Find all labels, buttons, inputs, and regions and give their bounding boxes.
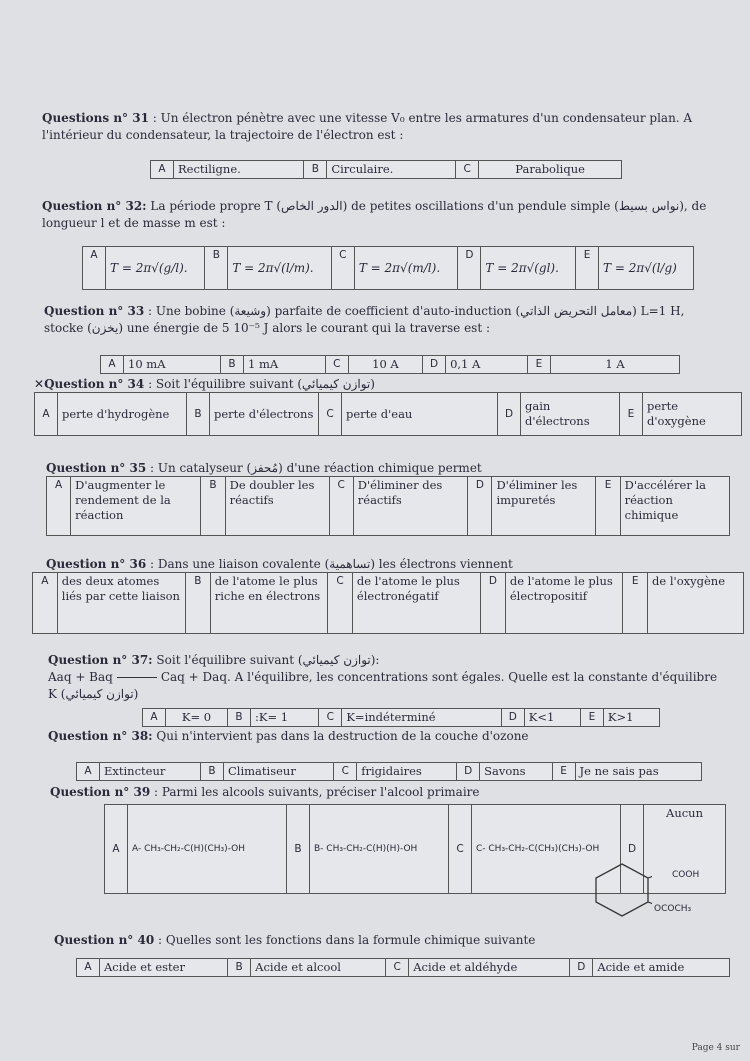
option-text[interactable]: de l'oxygène: [648, 573, 744, 634]
question-39-label: Question n° 39: [50, 785, 151, 799]
option-text[interactable]: Acide et alcool: [251, 959, 386, 977]
option-text[interactable]: 0,1 A: [446, 356, 528, 374]
option-structure[interactable]: C- CH₃-CH₂-C(CH₃)(CH₃)-OH: [472, 805, 621, 894]
option-text[interactable]: perte d'oxygène: [643, 393, 742, 436]
page-footer: Page 4 sur: [691, 1043, 740, 1053]
question-35-options: [46, 476, 730, 536]
option-letter[interactable]: C: [319, 709, 342, 727]
option-letter[interactable]: A: [101, 356, 124, 374]
option-text[interactable]: perte d'hydrogène: [58, 393, 187, 436]
option-text[interactable]: Parabolique: [479, 161, 622, 179]
cooh-group: COOH: [672, 870, 700, 880]
option-text[interactable]: K>1: [603, 709, 659, 727]
option-text[interactable]: Circulaire.: [327, 161, 456, 179]
option-text[interactable]: K=indéterminé: [342, 709, 501, 727]
option-letter[interactable]: C: [456, 161, 479, 179]
option-text[interactable]: des deux atomes liés par cette liaison: [57, 573, 185, 634]
question-32-text: La période propre T (الدور الخاص) de petites oscillations d'un pendule simple (نواس بسيط), de longueur l et de masse m est :: [42, 199, 707, 230]
option-letter[interactable]: C: [334, 763, 357, 781]
option-letter[interactable]: C: [329, 477, 353, 536]
option-letter[interactable]: B: [221, 356, 244, 374]
option-letter[interactable]: E: [580, 709, 603, 727]
question-36-label: Question n° 36: [46, 557, 147, 571]
option-letter[interactable]: D: [501, 709, 524, 727]
question-38: [48, 728, 728, 745]
option-text[interactable]: D'éliminer des réactifs: [353, 477, 468, 536]
option-text[interactable]: perte d'électrons: [210, 393, 319, 436]
option-structure[interactable]: A- CH₃-CH₂-C(H)(CH₃)-OH: [128, 805, 287, 894]
equilibrium-arrow-icon: [117, 677, 157, 678]
question-36-text: : Dans une liaison covalente (تساهمية) les électrons viennent: [146, 557, 513, 571]
option-text[interactable]: frigidaires: [357, 763, 457, 781]
question-38-label: Question n° 38:: [48, 729, 153, 743]
option-letter[interactable]: E: [620, 393, 643, 436]
option-text[interactable]: Acide et ester: [100, 959, 228, 977]
option-text[interactable]: de l'atome le plus électronégatif: [352, 573, 480, 634]
option-letter[interactable]: B: [201, 477, 225, 536]
option-text[interactable]: Savons: [480, 763, 552, 781]
question-40-text: : Quelles sont les fonctions dans la formule chimique suivante: [154, 933, 536, 947]
question-35-label: Question n° 35: [46, 461, 147, 475]
option-letter[interactable]: B: [185, 573, 210, 634]
option-letter[interactable]: A: [33, 573, 58, 634]
option-letter[interactable]: C: [331, 247, 354, 290]
option-letter[interactable]: B: [228, 709, 251, 727]
option-letter[interactable]: C: [325, 356, 348, 374]
option-letter[interactable]: D: [621, 805, 644, 894]
option-letter[interactable]: D: [457, 763, 480, 781]
option-letter[interactable]: D: [423, 356, 446, 374]
question-32-label: Question n° 32:: [42, 199, 147, 213]
question-38-options: [76, 762, 702, 781]
option-letter[interactable]: B: [304, 161, 327, 179]
option-text[interactable]: Extincteur: [100, 763, 201, 781]
option-letter[interactable]: B: [187, 393, 210, 436]
question-35-text: : Un catalyseur (مُحفز) d'une réaction chimique permet: [146, 461, 482, 475]
option-text[interactable]: de l'atome le plus riche en électrons: [210, 573, 327, 634]
question-38-text: Qui n'intervient pas dans la destruction de la couche d'ozone: [152, 729, 529, 743]
question-31-text: : Un électron pénètre avec une vitesse V₀ entre les armatures d'un condensateur plan. A l'intérieur du condensateur, la trajectoire de l'électron est :: [42, 111, 693, 142]
cross-mark-icon: ✕: [34, 377, 45, 391]
option-letter[interactable]: A: [35, 393, 58, 436]
question-37-text: Soit l'équilibre suivant (توازن كيميائي):: [152, 653, 380, 667]
question-37-text2: A l'équilibre, les concentrations sont égales. Quelle est la constante d'équilibre K (توازن كيميائي): [48, 670, 718, 701]
option-formula[interactable]: T = 2π√(gl).: [481, 247, 576, 290]
option-letter[interactable]: D: [481, 573, 506, 634]
option-text[interactable]: K= 0: [166, 709, 228, 727]
option-letter[interactable]: A: [83, 247, 106, 290]
option-letter[interactable]: C: [328, 573, 353, 634]
benzene-ring-icon: [592, 862, 652, 918]
question-31: [42, 110, 722, 144]
question-40: [54, 932, 614, 949]
option-letter[interactable]: E: [596, 477, 620, 536]
option-letter[interactable]: C: [386, 959, 409, 977]
question-40-label: Question n° 40: [54, 933, 155, 947]
equation-right: Caq + Daq.: [160, 670, 231, 684]
question-33-options: [100, 355, 680, 374]
question-40-options: [76, 958, 730, 977]
option-text[interactable]: 1 A: [551, 356, 680, 374]
option-letter[interactable]: B: [228, 959, 251, 977]
option-letter[interactable]: A: [77, 763, 100, 781]
question-39: [50, 784, 730, 801]
ococh3-group: OCOCH₃: [654, 904, 692, 914]
option-structure[interactable]: B- CH₃-CH₂-C(H)(H)-OH: [310, 805, 449, 894]
option-letter[interactable]: D: [468, 477, 492, 536]
option-letter[interactable]: A: [47, 477, 71, 536]
question-37-options: [142, 708, 660, 727]
option-letter[interactable]: C: [319, 393, 342, 436]
option-text[interactable]: Je ne sais pas: [575, 763, 701, 781]
question-31-label: Questions n° 31: [42, 111, 149, 125]
question-32: [42, 198, 722, 232]
option-text[interactable]: Aucun: [644, 805, 726, 894]
option-text[interactable]: D'éliminer les impuretés: [492, 477, 596, 536]
option-letter[interactable]: D: [458, 247, 481, 290]
option-text[interactable]: D'augmenter le rendement de la réaction: [71, 477, 201, 536]
question-33-label: Question n° 33: [44, 304, 145, 318]
question-36-options: [32, 572, 744, 634]
option-text[interactable]: 10 mA: [124, 356, 221, 374]
option-text[interactable]: 1 mA: [244, 356, 326, 374]
option-text[interactable]: De doubler les réactifs: [225, 477, 329, 536]
option-text[interactable]: 10 A: [348, 356, 422, 374]
option-text[interactable]: Acide et aldéhyde: [409, 959, 570, 977]
option-text[interactable]: perte d'eau: [342, 393, 498, 436]
option-letter[interactable]: E: [623, 573, 648, 634]
option-letter[interactable]: E: [528, 356, 551, 374]
question-33-text: : Une bobine (وشيعة) parfaite de coefficient d'auto-induction (معامل التحريض الذاتي) L=1 H, stocke (يخزن) une énergie de 5 10⁻⁵ J alors le courant qui la traverse est :: [44, 304, 685, 335]
option-text[interactable]: Rectiligne.: [174, 161, 304, 179]
option-letter[interactable]: A: [105, 805, 128, 894]
option-text[interactable]: K<1: [524, 709, 580, 727]
option-letter[interactable]: B: [287, 805, 310, 894]
question-32-options: [82, 246, 694, 290]
option-text[interactable]: D'accélérer la réaction chimique: [620, 477, 729, 536]
option-letter[interactable]: A: [77, 959, 100, 977]
option-text[interactable]: :K= 1: [251, 709, 319, 727]
option-letter[interactable]: C: [449, 805, 472, 894]
question-31-options: [150, 160, 622, 179]
option-letter[interactable]: E: [552, 763, 575, 781]
question-36: [46, 556, 736, 573]
question-34: [34, 376, 714, 393]
question-34-options: [34, 392, 742, 436]
question-39-text: : Parmi les alcools suivants, préciser l'alcool primaire: [150, 785, 480, 799]
question-37: [48, 652, 728, 703]
option-letter[interactable]: B: [200, 763, 223, 781]
option-text[interactable]: de l'atome le plus électropositif: [505, 573, 622, 634]
option-formula[interactable]: T = 2π√(l/m).: [228, 247, 332, 290]
question-37-label: Question n° 37:: [48, 653, 153, 667]
question-33: [44, 303, 724, 337]
option-letter[interactable]: D: [498, 393, 521, 436]
option-letter[interactable]: D: [570, 959, 593, 977]
option-letter[interactable]: A: [143, 709, 166, 727]
option-formula[interactable]: T = 2π√(g/l).: [106, 247, 205, 290]
option-formula[interactable]: T = 2π√(l/g): [599, 247, 694, 290]
option-text[interactable]: Acide et amide: [593, 959, 730, 977]
question-34-text: : Soit l'équilibre suivant (توازن كيميائي): [144, 377, 375, 391]
option-letter[interactable]: E: [576, 247, 599, 290]
option-formula[interactable]: T = 2π√(m/l).: [354, 247, 458, 290]
option-text[interactable]: gain d'électrons: [521, 393, 620, 436]
question-35: [46, 460, 726, 477]
question-34-label: Question n° 34: [44, 377, 145, 391]
aspirin-structure: [592, 862, 712, 922]
option-letter[interactable]: B: [205, 247, 228, 290]
option-text[interactable]: Climatiseur: [223, 763, 333, 781]
equation-left: Aaq + Baq: [48, 670, 113, 684]
option-letter[interactable]: A: [151, 161, 174, 179]
